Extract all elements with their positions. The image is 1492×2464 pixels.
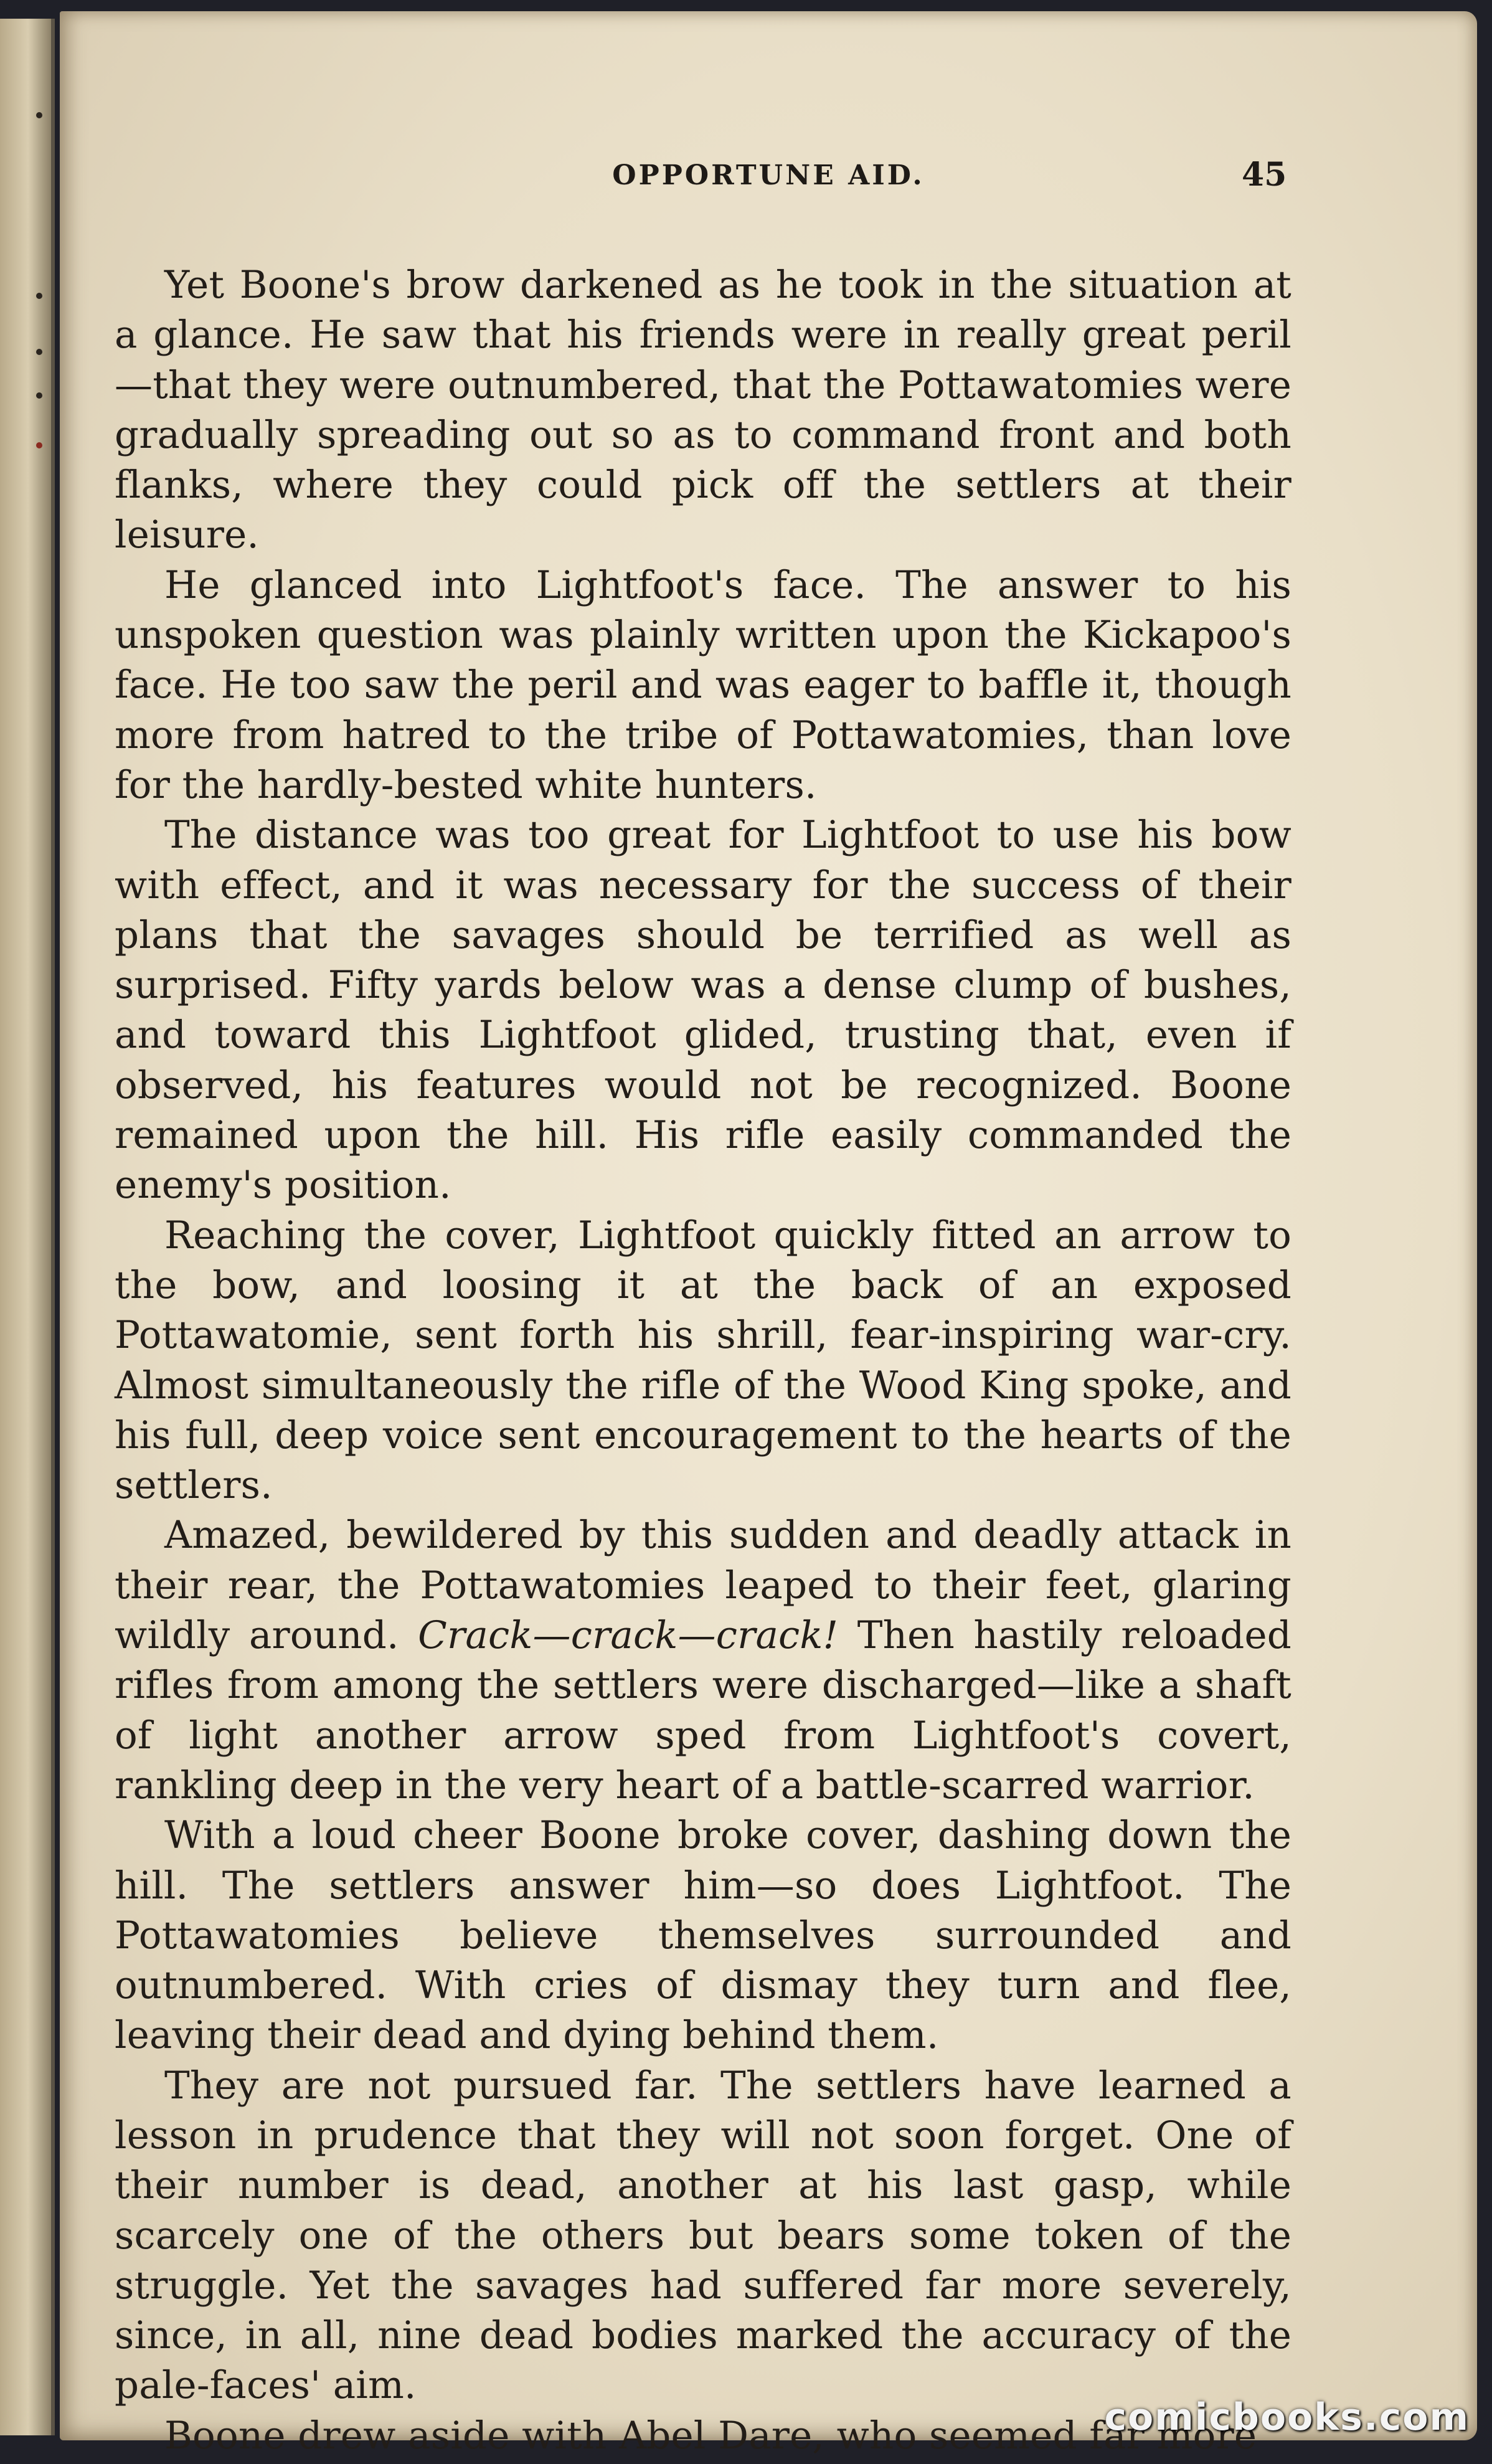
paragraph: Reaching the cover, Lightfoot quickly fitted an arrow to the bow, and loosing it at the back of an exposed Pottawatomie, sent forth his shrill, fear-inspiring war-cry. Almost simultaneously the rifle of the Wood King spoke, and his full, deep voice sent encouragement to the hearts of the settlers. xyxy=(115,1213,1291,1508)
paragraph: Yet Boone's brow darkened as he took in the situation at a glance. He saw that his friends were in really great peril —that they were outnumbered, that the Pottawatomies were gradually spreading out so as to command front and both flanks, where they could pick off the settlers at their leisure. xyxy=(115,263,1291,557)
paragraph: Boone drew aside with Abel Dare, who seemed far more xyxy=(164,2413,1257,2458)
ink-mark xyxy=(36,392,42,399)
paragraph xyxy=(115,1510,1291,1811)
body-text xyxy=(115,260,1291,2461)
paragraph: They are not pursued far. The settlers have learned a lesson in prudence that they will not soon forget. One of their number is dead, another at his last gasp, while scarcely one of the others but bears some token of the struggle. Yet the savages had suffered far more severely, since, in all, nine dead bodies marked the accuracy of the pale-faces' aim. xyxy=(115,2063,1291,2408)
ink-mark xyxy=(36,112,42,118)
ink-mark xyxy=(36,349,42,355)
book-page xyxy=(60,11,1477,2458)
ink-mark xyxy=(36,442,42,448)
paragraph: With a loud cheer Boone broke cover, dashing down the hill. The settlers answer him—so does Lightfoot. The Pottawatomies believe themselves surrounded and outnumbered. With cries of dismay they turn and flee, leaving their dead and dying behind them. xyxy=(115,1813,1291,2058)
italic-exclamation: Crack—crack—crack! xyxy=(418,1613,839,1658)
paragraph: The distance was too great for Lightfoot to use his bow with effect, and it was necessary for the success of their plans that the savages should be terrified as well as surprised. Fifty yards below was a dense clump of bushes, and toward this Lightfoot glided, trusting that, even if observed, his features would not be recognized. Boone remained upon the hill. His rifle easily commanded the enemy's position. xyxy=(115,813,1291,1208)
paragraph-end: Then hastily reloaded rifles from among the settlers were discharged—like a shaft of light another arrow sped from Lightfoot's covert, rankling deep in the very heart of a battle-scarred warrior. xyxy=(115,1613,1291,1808)
page-number: 45 xyxy=(1242,156,1287,194)
running-head: OPPORTUNE AID. xyxy=(612,159,925,191)
paragraph-start: Amazed, bewildered by this sudden and deadly attack in their rear, the Pottawatomies leaped to their feet, glaring wildly around. xyxy=(115,1513,1291,1658)
paragraph: He glanced into Lightfoot's face. The answer to his unspoken question was plainly written upon the Kickapoo's face. He too saw the peril and was eager to baffle it, though more from hatred to the tribe of Pottawatomies, than love for the hardly-bested white hunters. xyxy=(115,562,1291,807)
ink-mark xyxy=(36,293,42,299)
watermark: comicbooks.com xyxy=(1104,2395,1470,2439)
previous-page-edge xyxy=(0,19,55,2435)
